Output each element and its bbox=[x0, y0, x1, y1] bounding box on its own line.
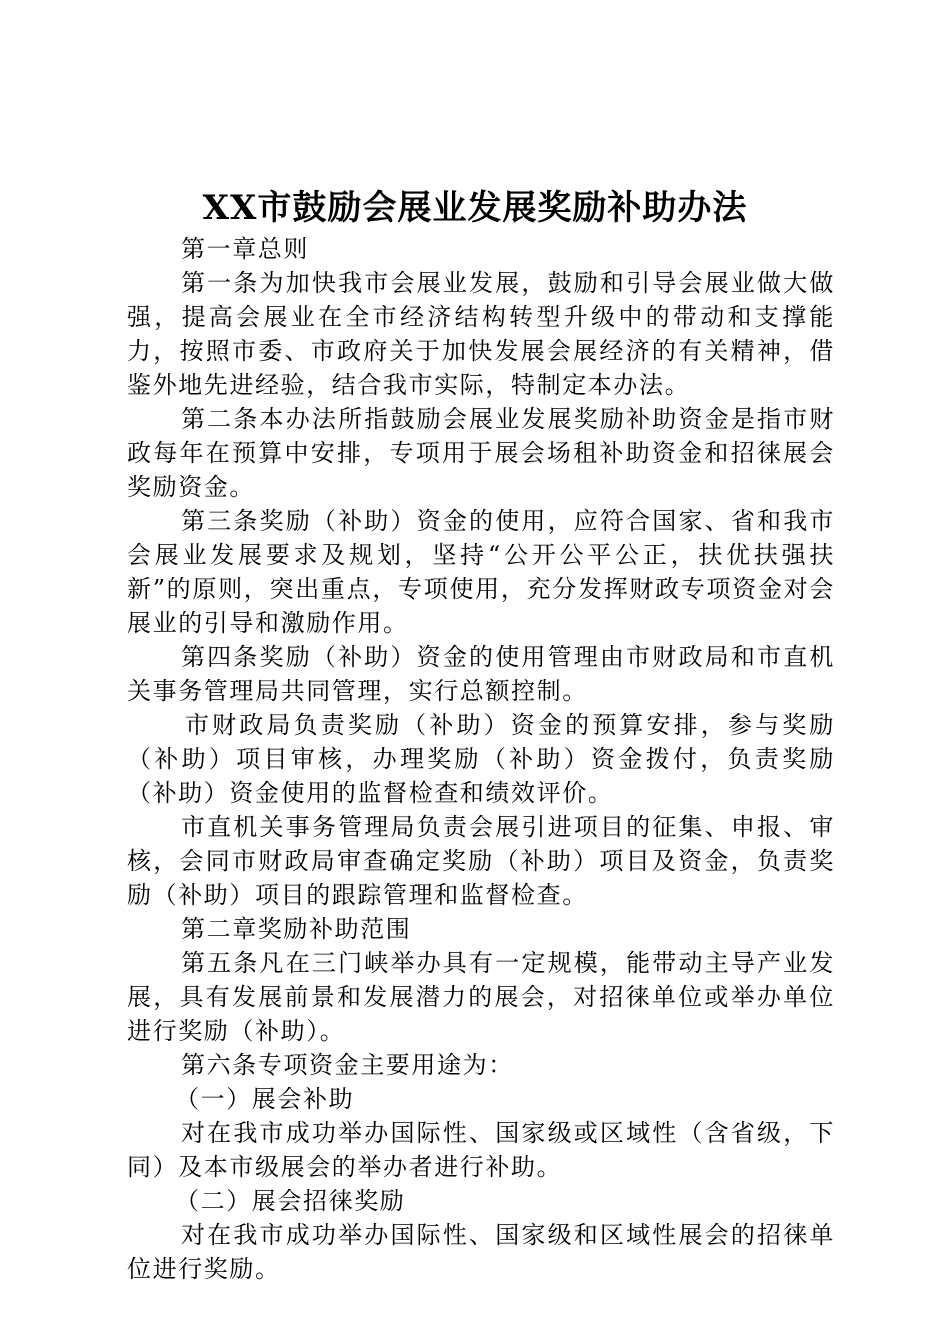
section-heading: （一）展会补助 bbox=[175, 1085, 355, 1113]
article-paragraph: 第四条奖励（补助）资金的使用管理由市财政局和市直机关事务管理局共同管理，实行总额控制。 bbox=[127, 643, 835, 705]
chapter-heading: 第一章总则 bbox=[181, 235, 309, 263]
article-paragraph: 对在我市成功举办国际性、国家级和区域性展会的招徕单位进行奖励。 bbox=[127, 1221, 835, 1283]
section-heading: （二）展会招徕奖励 bbox=[175, 1187, 406, 1215]
article-paragraph: 第一条为加快我市会展业发展，鼓励和引导会展业做大做强，提高会展业在全市经济结构转型升级中的带动和支撑能力，按照市委、市政府关于加快发展会展经济的有关精神，借鉴外地先进经验，结合我市实际，特制定本办法。 bbox=[127, 269, 835, 399]
document-title: XX市鼓励会展业发展奖励补助办法 bbox=[202, 188, 748, 228]
article-paragraph: 市直机关事务管理局负责会展引进项目的征集、申报、审核，会同市财政局审查确定奖励（补助）项目及资金，负责奖励（补助）项目的跟踪管理和监督检查。 bbox=[127, 813, 835, 909]
article-paragraph: 第二条本办法所指鼓励会展业发展奖励补助资金是指市财政每年在预算中安排，专项用于展会场租补助资金和招徕展会奖励资金。 bbox=[127, 405, 835, 501]
article-paragraph: 对在我市成功举办国际性、国家级或区域性（含省级，下同）及本市级展会的举办者进行补助。 bbox=[127, 1119, 835, 1181]
article-paragraph: 第三条奖励（补助）资金的使用，应符合国家、省和我市会展业发展要求及规划，坚持“公开公平公正，扶优扶强扶新”的原则，突出重点，专项使用，充分发挥财政专项资金对会展业的引导和激励作用。 bbox=[127, 507, 835, 637]
article-paragraph: 第六条专项资金主要用途为： bbox=[181, 1051, 514, 1079]
article-paragraph: 第五条凡在三门峡举办具有一定规模，能带动主导产业发展，具有发展前景和发展潜力的展会，对招徕单位或举办单位进行奖励（补助）。 bbox=[127, 949, 835, 1045]
chapter-heading: 第二章奖励补助范围 bbox=[181, 915, 412, 943]
article-paragraph: 市财政局负责奖励（补助）资金的预算安排，参与奖励（补助）项目审核，办理奖励（补助）资金拨付，负责奖励（补助）资金使用的监督检查和绩效评价。 bbox=[127, 711, 835, 807]
document-body bbox=[127, 232, 835, 1286]
